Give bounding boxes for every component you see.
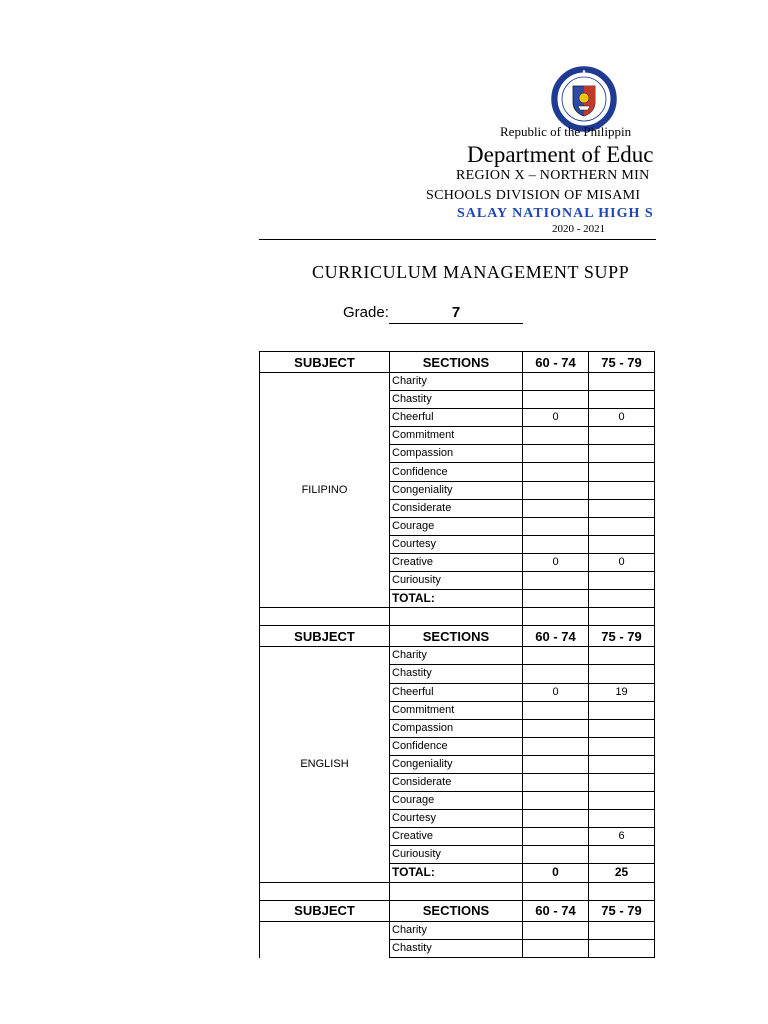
total-label: TOTAL:	[390, 864, 523, 882]
score-cell	[523, 391, 589, 409]
score-cell	[523, 665, 589, 683]
score-cell	[589, 481, 655, 499]
column-header-row	[260, 900, 655, 921]
section-cell: Congeniality	[390, 755, 523, 773]
score-cell	[523, 535, 589, 553]
header-divider	[259, 239, 656, 240]
empty-cell	[523, 882, 589, 900]
score-cell	[523, 572, 589, 590]
department-title: Department of Educ	[467, 142, 654, 167]
empty-cell	[589, 882, 655, 900]
column-header-subject: SUBJECT	[260, 626, 390, 647]
section-cell: Curiousity	[390, 846, 523, 864]
section-cell: Compassion	[390, 445, 523, 463]
column-header-sections: SECTIONS	[390, 626, 523, 647]
empty-cell	[260, 608, 390, 626]
score-cell	[589, 701, 655, 719]
column-header-sections: SECTIONS	[390, 900, 523, 921]
score-cell	[523, 463, 589, 481]
score-cell	[523, 921, 589, 939]
score-cell	[589, 665, 655, 683]
table-row	[260, 647, 655, 665]
score-cell: 0	[523, 553, 589, 571]
section-cell: Chastity	[390, 939, 523, 957]
column-header-60-74: 60 - 74	[523, 352, 589, 373]
table-row	[260, 921, 655, 939]
school-name: SALAY NATIONAL HIGH S	[457, 206, 654, 221]
score-cell	[589, 427, 655, 445]
section-cell: Courtesy	[390, 535, 523, 553]
score-cell	[589, 535, 655, 553]
table-row	[260, 373, 655, 391]
score-cell	[523, 373, 589, 391]
column-header-60-74: 60 - 74	[523, 626, 589, 647]
section-cell: Creative	[390, 828, 523, 846]
column-header-75-79: 75 - 79	[589, 626, 655, 647]
score-cell	[523, 755, 589, 773]
section-cell: Commitment	[390, 427, 523, 445]
grade-value: 7	[389, 304, 523, 324]
spacer-row	[260, 608, 655, 626]
column-header-75-79: 75 - 79	[589, 352, 655, 373]
empty-cell	[390, 882, 523, 900]
section-cell: Charity	[390, 373, 523, 391]
score-cell: 0	[589, 553, 655, 571]
section-cell: Compassion	[390, 719, 523, 737]
score-cell	[589, 499, 655, 517]
section-cell: Confidence	[390, 463, 523, 481]
score-cell	[589, 719, 655, 737]
section-cell: Curiousity	[390, 572, 523, 590]
section-cell: Cheerful	[390, 409, 523, 427]
empty-cell	[260, 882, 390, 900]
column-header-row	[260, 626, 655, 647]
section-cell: Chastity	[390, 665, 523, 683]
score-cell	[523, 701, 589, 719]
score-cell	[523, 828, 589, 846]
section-cell: Charity	[390, 921, 523, 939]
score-cell	[589, 572, 655, 590]
score-cell	[589, 445, 655, 463]
empty-cell	[589, 608, 655, 626]
empty-cell	[523, 608, 589, 626]
score-cell: 0	[523, 683, 589, 701]
subject-cell: FILIPINO	[260, 373, 390, 608]
total-cell: 25	[589, 864, 655, 882]
score-cell	[589, 755, 655, 773]
score-cell	[589, 463, 655, 481]
score-cell	[523, 810, 589, 828]
score-cell	[523, 481, 589, 499]
score-cell	[523, 517, 589, 535]
section-cell: Considerate	[390, 773, 523, 791]
section-cell: Courtesy	[390, 810, 523, 828]
score-cell	[589, 737, 655, 755]
score-cell	[589, 921, 655, 939]
spacer-row	[260, 882, 655, 900]
score-cell: 0	[589, 409, 655, 427]
section-cell: Confidence	[390, 737, 523, 755]
subject-cell	[260, 921, 390, 958]
score-cell	[589, 810, 655, 828]
column-header-sections: SECTIONS	[390, 352, 523, 373]
column-header-subject: SUBJECT	[260, 352, 390, 373]
section-cell: Chastity	[390, 391, 523, 409]
column-header-60-74: 60 - 74	[523, 900, 589, 921]
score-cell	[589, 957, 655, 958]
score-cell	[523, 737, 589, 755]
score-cell	[523, 445, 589, 463]
column-header-subject: SUBJECT	[260, 900, 390, 921]
score-cell	[523, 773, 589, 791]
section-cell: Creative	[390, 553, 523, 571]
region-line: REGION X – NORTHERN MIN	[456, 168, 650, 183]
score-cell	[523, 957, 589, 958]
score-cell	[523, 939, 589, 957]
score-cell	[589, 373, 655, 391]
deped-seal-icon	[551, 66, 617, 132]
score-cell	[523, 499, 589, 517]
section-cell: Courage	[390, 517, 523, 535]
total-cell	[523, 590, 589, 608]
section-cell: Cheerful	[390, 683, 523, 701]
column-header-75-79: 75 - 79	[589, 900, 655, 921]
score-cell	[523, 719, 589, 737]
total-label: TOTAL:	[390, 590, 523, 608]
score-cell	[523, 792, 589, 810]
section-cell: Courage	[390, 792, 523, 810]
score-cell	[589, 846, 655, 864]
score-cell	[523, 427, 589, 445]
division-line: SCHOOLS DIVISION OF MISAMI	[426, 188, 641, 203]
score-cell	[589, 773, 655, 791]
document-title: CURRICULUM MANAGEMENT SUPP	[312, 262, 630, 282]
score-cell: 0	[523, 409, 589, 427]
republic-line: Republic of the Philippin	[500, 124, 632, 139]
score-cell	[589, 939, 655, 957]
empty-cell	[390, 608, 523, 626]
score-cell	[589, 792, 655, 810]
grades-table	[259, 351, 655, 958]
score-cell: 6	[589, 828, 655, 846]
section-cell	[390, 957, 523, 958]
score-cell: 19	[589, 683, 655, 701]
section-cell: Charity	[390, 647, 523, 665]
section-cell: Considerate	[390, 499, 523, 517]
score-cell	[589, 647, 655, 665]
subject-cell: ENGLISH	[260, 647, 390, 882]
total-cell	[589, 590, 655, 608]
grade-label: Grade:	[343, 304, 389, 321]
score-cell	[523, 647, 589, 665]
column-header-row	[260, 352, 655, 373]
score-cell	[589, 391, 655, 409]
score-cell	[523, 846, 589, 864]
score-cell	[589, 517, 655, 535]
total-cell: 0	[523, 864, 589, 882]
school-year: 2020 - 2021	[552, 223, 606, 235]
section-cell: Commitment	[390, 701, 523, 719]
section-cell: Congeniality	[390, 481, 523, 499]
